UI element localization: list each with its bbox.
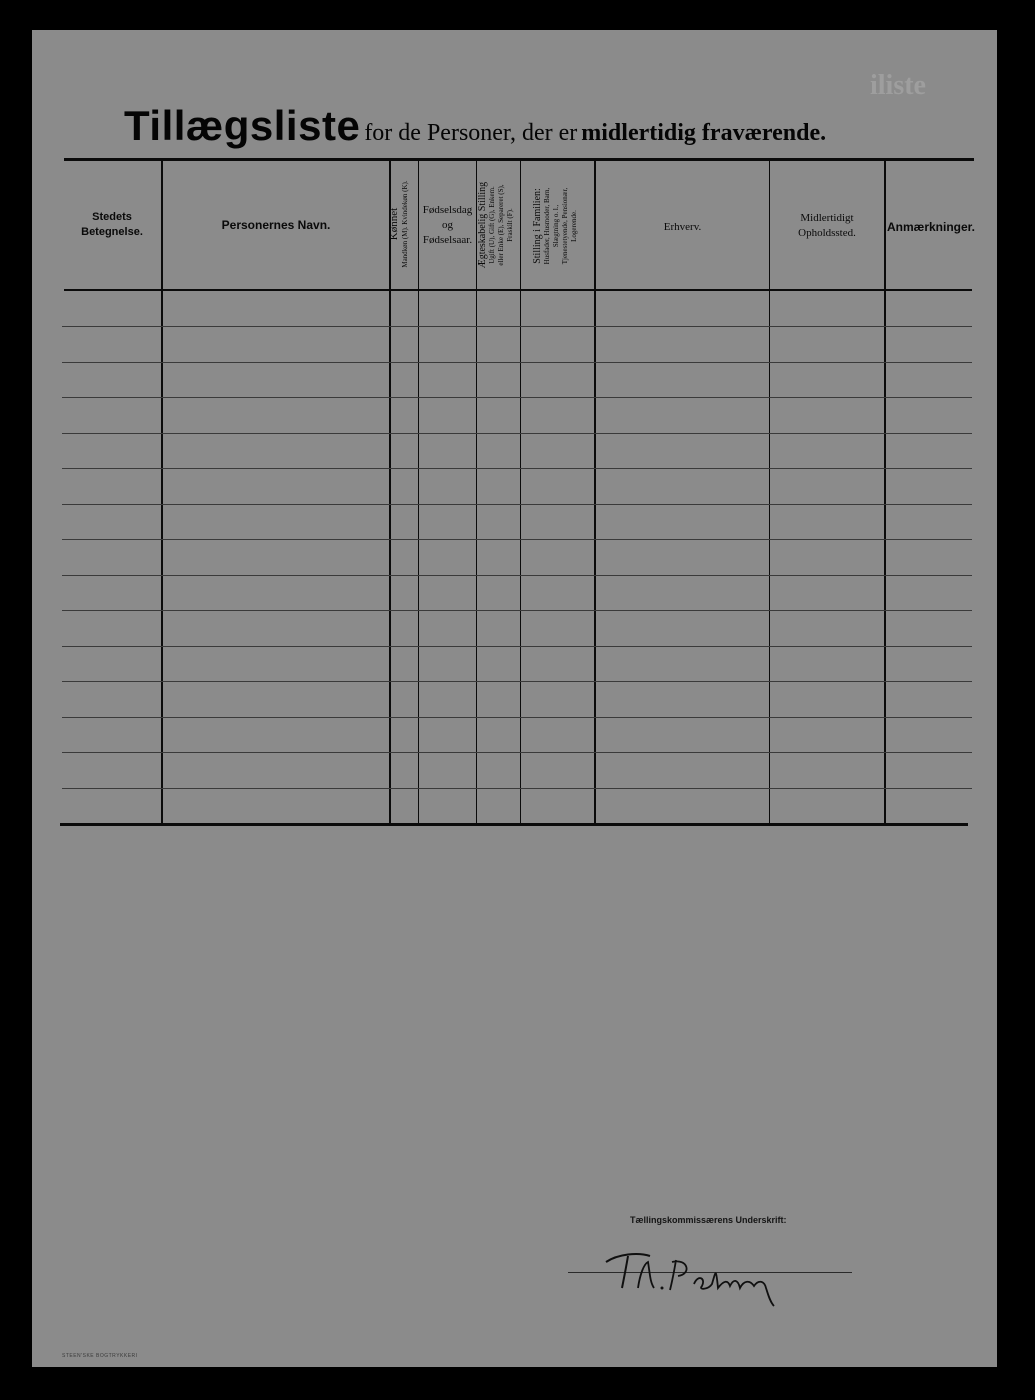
header-aegteskabelig-sub1: Ugift (U), Gift (G), Enkem. xyxy=(488,186,496,264)
handwritten-signature xyxy=(598,1244,798,1314)
signature-label: Tællingskommissærens Underskrift: xyxy=(630,1215,787,1225)
form-title xyxy=(124,102,826,150)
header-familien-sub1: Husfader, Husmoder, Barn, xyxy=(543,187,551,265)
header-konnet-sub: Mandkøn (M). Kvindekøn (K). xyxy=(401,180,409,268)
header-midlertidigt-opholdssted xyxy=(770,208,884,244)
table-row-line xyxy=(62,504,972,505)
column-divider xyxy=(884,161,886,823)
column-divider xyxy=(769,161,770,823)
header-aegteskabelig-sub2: eller Enke (E), Separeret (S), xyxy=(497,184,505,266)
header-erhverv xyxy=(596,215,769,239)
header-anmaerkninger xyxy=(886,215,976,239)
table-row-line xyxy=(62,326,972,327)
column-divider xyxy=(418,161,419,823)
table-row-line xyxy=(62,646,972,647)
header-stilling-i-familien xyxy=(532,163,582,289)
form-title-bold: midlertidig fraværende. xyxy=(581,120,827,146)
header-aegteskabelig-main: Ægteskabelig Stilling xyxy=(477,181,488,269)
table-row-line xyxy=(62,468,972,469)
table-row-line xyxy=(62,397,972,398)
printer-mark: STEEN'SKE BOGTRYKKERI xyxy=(62,1353,138,1359)
header-konnet xyxy=(388,161,416,287)
header-stedets-text: Stedets Betegnelse. xyxy=(81,211,143,238)
table-row-line xyxy=(62,610,972,611)
header-midlertidigt-1: Midlertidigt xyxy=(800,212,854,224)
form-title-main: Tillægsliste xyxy=(124,102,361,149)
census-form-sheet xyxy=(32,30,997,1367)
column-divider xyxy=(520,161,521,823)
column-divider xyxy=(161,161,163,823)
table-row-line xyxy=(62,433,972,434)
header-navn-text: Personernes Navn. xyxy=(221,217,331,232)
header-fodselsdag xyxy=(419,195,476,255)
header-familien-sub4: Logerende. xyxy=(570,210,578,242)
header-fodselsdag-1: Fødselsdag xyxy=(422,203,473,216)
table-bottom-rule xyxy=(60,823,968,826)
header-personernes-navn xyxy=(163,210,389,240)
table-row-line xyxy=(62,717,972,718)
table-row-line xyxy=(62,681,972,682)
header-familien-main: Stilling i Familien: xyxy=(532,188,543,264)
table-row-line xyxy=(62,539,972,540)
table-row-line xyxy=(62,362,972,363)
header-aegteskabelig-sub3: Fraskilt (F). xyxy=(506,208,514,242)
header-midlertidigt-2: Opholdssted. xyxy=(798,227,856,239)
header-fodselsdag-2: og xyxy=(442,218,453,231)
header-familien-sub3: Tjenestetyende, Pensionær, xyxy=(561,187,569,265)
header-aegteskabelig-stilling xyxy=(477,160,519,290)
header-stedets-betegnelse xyxy=(64,200,160,250)
form-title-middle: for de Personer, der er xyxy=(364,120,578,146)
table-row-line xyxy=(62,575,972,576)
faded-corner-text: iliste xyxy=(870,70,926,101)
header-fodselsdag-3: Fødselsaar. xyxy=(422,233,473,246)
column-divider xyxy=(594,161,596,823)
header-konnet-main: Kønnet xyxy=(388,207,400,241)
table-row-line xyxy=(62,788,972,789)
header-erhverv-text: Erhverv. xyxy=(663,220,702,233)
header-anmaerkninger-text: Anmærkninger. xyxy=(886,219,976,234)
table-top-rule xyxy=(64,158,974,161)
table-row-line xyxy=(62,752,972,753)
header-familien-sub2: Slægtning o. l., xyxy=(552,204,560,248)
